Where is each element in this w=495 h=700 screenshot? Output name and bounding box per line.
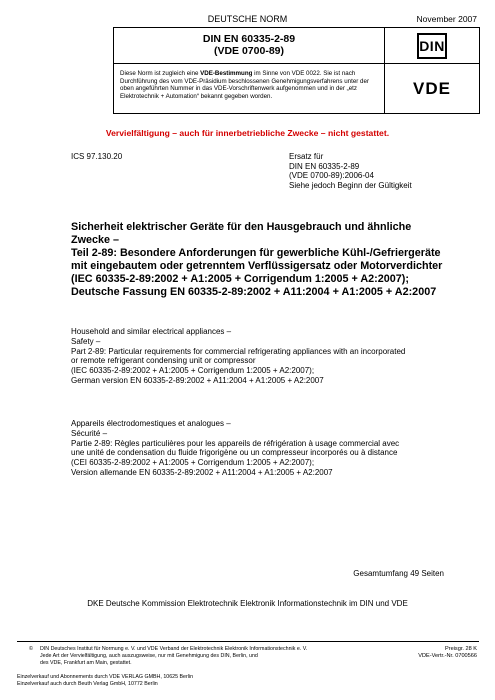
title-german-line: (IEC 60335-2-89:2002 + A1:2005 + Corrigendum 1:2005 + A2:2007); xyxy=(71,273,409,285)
copyright-notice xyxy=(29,646,365,666)
replacement-info xyxy=(289,152,412,191)
standard-number-line2: (VDE 0700-89) xyxy=(213,45,285,57)
price-info xyxy=(418,646,477,660)
vde-notice-post: im Sinne von VDE 0022. Sie ist nach Durchführung des vom VDE-Präsidium beschlossenen Genehmigungsverfahrens unter der oben angeführten Nummer in das VDE-Vorschriftenwerk aufgenommen und in der „etz Elektrotechnik + Automation“ bekannt gegeben worden. xyxy=(120,70,370,100)
title-english-line: (IEC 60335-2-89:2002 + A1:2005 + Corrigendum 1:2005 + A2:2007); xyxy=(71,366,315,376)
replacement-line: DIN EN 60335-2-89 xyxy=(289,161,360,171)
vde-notice-bold: VDE-Bestimmung xyxy=(200,70,253,77)
din-logo-cell xyxy=(385,28,479,64)
din-logo: DIN xyxy=(417,33,447,59)
title-german-line: Deutsche Fassung EN 60335-2-89:2002 + A11:2004 + A1:2005 + A2:2007 xyxy=(71,286,437,298)
title-german-line: Teil 2-89: Besondere Anforderungen für gewerbliche Kühl-/Gefriergeräte xyxy=(71,247,441,259)
title-english-line: German version EN 60335-2-89:2002 + A11:2004 + A1:2005 + A2:2007 xyxy=(71,375,324,385)
vde-logo: VDE xyxy=(413,78,451,98)
footer-divider xyxy=(17,641,479,642)
replacement-line: Ersatz für xyxy=(289,152,324,161)
copyright-line: des VDE, Frankfurt am Main, gestattet. xyxy=(40,659,132,666)
standard-number xyxy=(114,28,385,64)
copyright-line: Jede Art der Vervielfältigung, auch auszugsweise, nur mit Genehmigung des DIN, Berlin, und xyxy=(40,652,258,659)
title-german-line: Sicherheit elektrischer Geräte für den Hausgebrauch und ähnliche xyxy=(71,221,412,233)
title-english-line: Safety – xyxy=(71,336,101,346)
standard-number-line1: DIN EN 60335-2-89 xyxy=(202,33,296,45)
standard-info-box xyxy=(113,27,480,114)
title-french-line: (CEI 60335-2-89:2002 + A1:2005 + Corrigendum 1:2005 + A2:2007); xyxy=(71,458,315,468)
sales-info xyxy=(17,674,193,688)
title-german-line: mit eingebautem oder getrenntem Verflüssigersatz oder Motorverdichter xyxy=(71,260,443,272)
title-french xyxy=(71,419,483,478)
title-french-line: Version allemande EN 60335-2-89:2002 + A11:2004 + A1:2005 + A2:2007 xyxy=(71,467,333,477)
dke-commission: DKE Deutsche Kommission Elektrotechnik Elektronik Informationstechnik im DIN und VDE xyxy=(87,599,408,608)
sales-line: Einzelverkauf und Abonnements durch VDE VERLAG GMBH, 10625 Berlin xyxy=(17,674,194,680)
replacement-line: (VDE 0700-89):2006-04 xyxy=(289,171,374,181)
copyright-line: DIN Deutsches Institut für Normung e. V. und VDE Verband der Elektrotechnik Elektronik Informationstechnik e. V. xyxy=(40,646,308,652)
vde-notice-pre: Diese Norm ist zugleich eine xyxy=(120,70,201,77)
title-french-line: Partie 2-89: Règles particulières pour les appareils de réfrigération à usage commercial avec xyxy=(71,438,400,448)
title-english-line: Part 2-89: Particular requirements for commercial refrigerating appliances with an incorporated xyxy=(71,346,406,356)
title-english-line: Household and similar electrical appliances – xyxy=(71,327,232,336)
sales-line: Einzelverkauf auch durch Beuth Verlag GmbH, 10772 Berlin xyxy=(17,681,158,687)
publication-date: November 2007 xyxy=(416,14,477,24)
title-english xyxy=(71,327,483,386)
title-french-line: Sécurité – xyxy=(71,428,108,438)
ics-code: ICS 97.130.20 xyxy=(71,152,123,161)
vde-notice xyxy=(114,64,385,113)
title-german-line: Zwecke – xyxy=(71,234,120,246)
title-english-line: or remote refrigerant condensing unit or compressor xyxy=(71,356,256,366)
norm-type-header: DEUTSCHE NORM xyxy=(207,14,288,24)
reproduction-notice: Vervielfältigung – auch für innerbetriebliche Zwecke – nicht gestattet. xyxy=(105,128,390,138)
vde-order-number: VDE-Vertr.-Nr. 0700566 xyxy=(418,653,477,659)
copyright-icon: © xyxy=(29,646,33,652)
price-group: Preisgr. 28 K xyxy=(444,646,477,652)
replacement-line: Siehe jedoch Beginn der Gültigkeit xyxy=(289,181,412,191)
total-pages: Gesamtumfang 49 Seiten xyxy=(353,569,444,578)
title-french-line: une unité de condensation du fluide frigorigène ou un compresseur incorporés ou à distance xyxy=(71,448,398,458)
title-french-line: Appareils électrodomestiques et analogues – xyxy=(71,419,231,428)
title-german xyxy=(71,221,483,299)
